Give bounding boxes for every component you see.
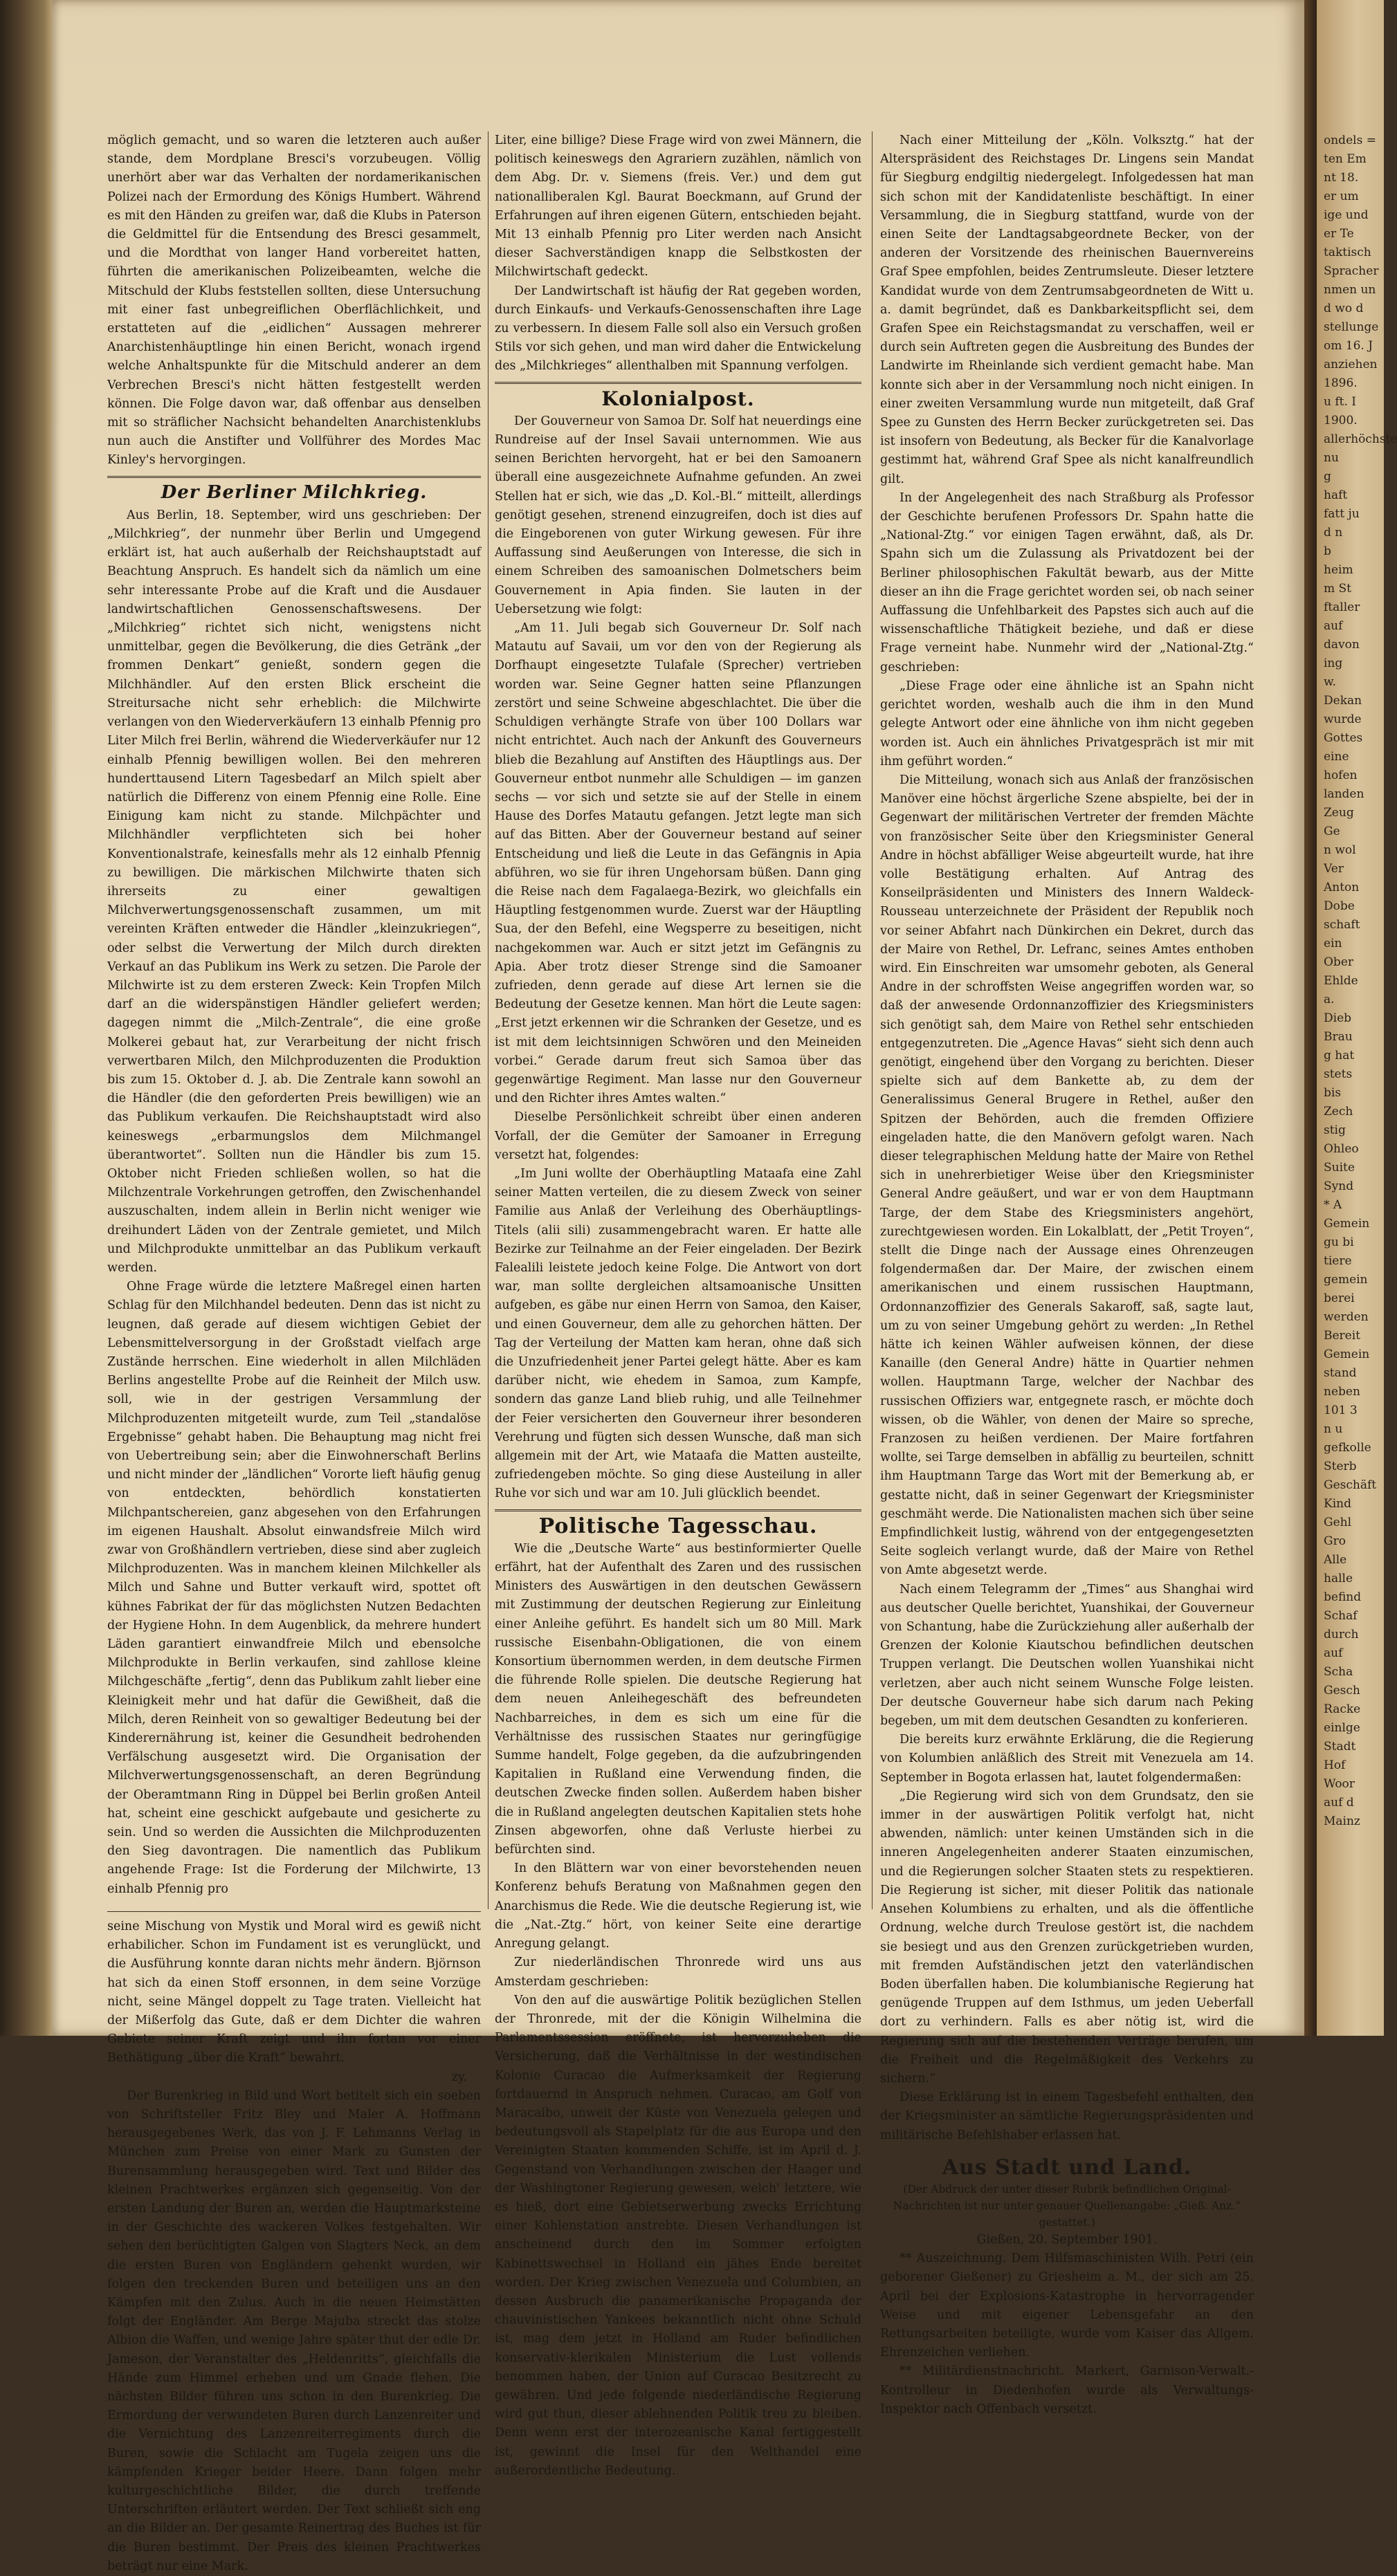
adjacent-page-fragment — [1317, 0, 1397, 2036]
adjacent-page-fragment-line: nmen un — [1324, 283, 1376, 297]
adjacent-page-fragment-line: er um — [1324, 190, 1359, 203]
adjacent-page-fragment-line: Ohleo — [1324, 1142, 1359, 1156]
adjacent-page-fragment-line: Bereit — [1324, 1329, 1361, 1343]
article-text-milch-2: Ohne Frage würde die letztere Maßregel einen harten Schlag für den Milchhandel bedeuten. Denn das ist nicht zu leugnen, daß gerade auf diesem wichtigen Gebiet der Lebensmittelversorgung in der Großstadt vielfach arge Zustände herrschen. Eine wiederholt in allen Milchläden Berlins angestellte Probe auf die Reinheit der Milch usw. soll, wie in der gestrigen Versammlung der Milchproduzenten mitgeteilt wurde, zum Teil „standalöse Ergebnisse“ gehabt haben. Die Behauptung mag nicht frei von Uebertreibung sein; aber die Einwohnerschaft Berlins und nicht minder der „ländlichen“ Vororte lieft häufig genug von entdeckten, behördlich konstatierten Milchpantschereien, ganz abgesehen von den Erfahrungen im eigenen Haushalt. Absolut einwandsfreie Milch wird zwar von Großhändlern vertrieben, diese sind aber zugleich Milchproduzenten. Was in manchem kleinen Milchkeller als Milch und Sahne und Butter verkauft wird, spottet oft kühnes Fabrikat der für das möglichsten Nutzen Bedachten der Hygiene Hohn. In dem Augenblick, da mehrere hundert Läden garantiert einwandfreie Milch und ebensolche Milchprodukte in Berlin verkaufen, sind zahllose kleine Milchgeschäfte „fertig“, denn das Publikum zahlt lieber eine Kleinigkeit mehr und hat dafür die Gewißheit, daß die Milch, deren Reinheit von so gewaltiger Bedeutung bei der Kinderernährung ist, keiner die Gesundheit bedrohenden Verfälschung ausgesetzt wird. Die Organisation der Milchverwertungsgenossenschaft, an deren Begründung der Oberamtmann Ring in Düppel bei Berlin großen Anteil hat, scheint eine geschickt aufgebaute und gesicherte zu sein. Und so werden die Aussichten die Milchproduzenten den Sieg davontragen. Die namentlich das Publikum angehende Frage: Ist die Forderung der Milchwirte, 13 einhalb Pfennig pro — [107, 1280, 481, 1896]
article-text-tages-4: Von den auf die auswärtige Politik bezüglichen Stellen der Thronrede, mit der die Königin Wilhelmina die Parlamentssession eröffnete, ist hervorzuheben die Versicherung, daß die Verhältnisse in der westindischen Kolonie Curacao die Aufmerksamkeit der Regierung fortdauernd in Anspruch nehmen. Curacao, am Golf von Maracaibo, unweit der Küste von Venezuela gelegen und bedeutungsvoll als Stapelplatz für die aus Europa und den Vereinigten Staaten kommenden Schiffe, ist im April d. J. Gegenstand von Verhandlungen zwischen der Haager und der Washingtoner Regierung gewesen, welch' letztere, wie es hieß, dort eine Gebietserwerbung zwecks Errichtung einer Kohlenstation anstrebte. Diesen Verhandlungen ist anscheinend durch den im Sommer erfolgten Kabinettswechsel in Holland ein jähes Ende bereitet worden. Der Krieg zwischen Venezuela und Columbien, an dessen Ausbruch die panamerikanische Propaganda der chauvinistischen Yankees bekanntlich nicht ohne Schuld ist, mag dem jetzt in Holland am Ruder befindlichen konservativ-klerikalen Ministerium die Lust vollends benommen haben, der Union auf Curacao Besitzrecht zu gewähren. Und jede folgende niederländische Regierung wird gut thun, dieser ablehnenden Politik treu zu bleiben. Denn wenn erst der interozeanische Kanal fertiggestellt ist, gewinnt die Insel für den Welthandel eine außerordentliche Bedeutung. — [495, 1993, 861, 2478]
adjacent-page-fragment-line: Woor — [1324, 1777, 1355, 1791]
local-news-auszeichnung: ** Auszeichnung. Dem Hilfsmaschinisten Wilh. Petri (ein geborener Gießener) zu Griesheim a. M., der sich am 25. April bei der Explosions-Katastrophe in hervorragender Weise und mit eigener Lebensgefahr an den Rettungsarbeiten beteiligte, wurde vom Kaiser das Allgem. Ehrenzeichen verliehen. — [880, 2252, 1254, 2360]
adjacent-page-fragment-line: w. — [1324, 675, 1336, 689]
article-text-burenkrieg: Der Burenkrieg in Bild und Wort betitelt sich ein soeben von Schriftsteller Fritz Bley und Maler A. Hoffmann herausgegebenes Werk, das von J. F. Lehmanns Verlag in München zum Preise von einer Mark zu Gunsten der Burensammlung herausgegeben wird. Text und Bilder des kleinen Prachtwerkes ergänzen sich gegenseitig. Von der ersten Landung der Buren an, werden die Hauptmarksteine in der Geschichte des wackeren Volkes festgehalten. Wir sehen den berüchtigten Galgen von Slagters Neck, an dem die ersten Buren von Engländern gehenkt wurden, wir folgen den treckenden Buren und beteiligen uns an den Kämpfen mit den Zulus. Auch in die neuen Heimstätten folgt der Engländer. Am Berge Majuba streckt das stolze Albion die Waffen, und wenige Jahre später thut der edle Dr. Jameson, der Veranstalter des „Heldenritts“, gleichfalls die Hände zum Himmel erheben und um Gnade flehen. Die nächsten Bilder führen uns schon in den Burenkrieg. Die Ermordung der verwundeten Buren durch Lanzenreiter und die Vernichtung des Lanzenreiterregiments durch die Buren, sowie die Schlacht am Tugela zeigen uns die kämpfenden Krieger beider Heere. Dann folgen mehr kulturgeschichtliche Bilder, die durch treffende Unterschriften erläutert werden. Der Text schließt sich eng an die Bilder an. Der gesamte Reinertrag des Buches ist für die Buren bestimmt. Der Preis des kleinen Prachtwerkes beträgt nur eine Mark. — [107, 2088, 481, 2573]
adjacent-page-fragment-line: stets — [1324, 1067, 1353, 1081]
heading-tagesschau: Politische Tagesschau. — [538, 1514, 818, 1538]
adjacent-page-fragment-line: * A — [1324, 1198, 1342, 1212]
adjacent-page-fragment-line: davon — [1324, 638, 1360, 652]
adjacent-page-fragment-line: Spracher — [1324, 264, 1379, 278]
adjacent-page-fragment-line: Sterb — [1324, 1460, 1357, 1473]
adjacent-page-fragment-line: ige und — [1324, 208, 1369, 222]
adjacent-page-fragment-line: gu bi — [1324, 1235, 1354, 1249]
adjacent-page-fragment-line: Gehl — [1324, 1516, 1352, 1529]
adjacent-page-fragment-line: Gottes — [1324, 731, 1363, 745]
adjacent-page-fragment-line: 1896. — [1324, 376, 1358, 390]
dateline: Gießen, 20. September 1901. — [976, 2232, 1158, 2247]
adjacent-page-fragment-line: stand — [1324, 1366, 1357, 1380]
adjacent-page-fragment-line: wurde — [1324, 712, 1362, 726]
adjacent-page-fragment-line: Stadt — [1324, 1740, 1356, 1754]
article-text-anarchists: möglich gemacht, und so waren die letzteren auch außer stande, dem Mordplane Bresci's vorzubeugen. Völlig unerhört aber war das Verhalten der nordamerikanischen Polizei nach der Ermordung des Königs Humbert. Während es mit den Händen zu greifen war, daß die Klubs in Paterson die Geldmittel für die Entsendung des Bresci gesammelt, und die Mordthat von langer Hand vorbereitet hatten, führten die amerikanischen Polizeibeamten, welche die Mitschuld der Klubs feststellen sollten, diese Untersuchung mit einer fast unbegreiflichen Oberflächlichkeit, und erstatteten auf die „eidlichen“ Aussagen mehrerer Anarchistenhäuptlinge hin einen Bericht, wonach irgend welche Anhaltspunkte für die Mitschuld anderer an dem Verbrechen Bresci's nicht hätten festgestellt werden können. Die Folge davon war, daß offenbar aus denselben mit so sträflicher Nachsicht behandelten Anarchistenklubs nun auch die Anstifter und Vollführer des Mordes Mac Kinley's hervorgingen. — [107, 134, 481, 468]
adjacent-page-fragment-line: Ge — [1324, 825, 1340, 838]
adjacent-page-fragment-line: n u — [1324, 1422, 1343, 1436]
divider — [880, 2151, 1254, 2153]
adjacent-page-fragment-line: d wo d — [1324, 302, 1364, 315]
adjacent-page-fragment-line: Anton — [1324, 881, 1360, 894]
adjacent-page-fragment-line: m St — [1324, 582, 1352, 596]
adjacent-page-fragment-line: auf — [1324, 619, 1343, 633]
local-news-militaer: ** Militärdienstnachricht. Markert, Garnison-Verwalt.-Kontrolleur in Diedenhofen wurde als Verwaltungs-Inspektor nach Offenbach versetzt. — [880, 2364, 1254, 2416]
article-text-spahn-quote: „Diese Frage oder eine ähnliche ist an Spahn nicht gerichtet worden, weshalb auch die ihm in den Mund gelegte Antwort oder eine ähnliche von ihm nicht gegeben worden ist. Auch ein ähnliches Privatgespräch ist mir mit ihm geführt worden.“ — [880, 679, 1254, 769]
adjacent-page-fragment-line: ftaller — [1324, 600, 1360, 614]
adjacent-page-fragment-line: Zeug — [1324, 806, 1354, 820]
divider — [495, 382, 861, 384]
column-2 — [495, 131, 861, 2481]
adjacent-page-fragment-line: Gemein — [1324, 1347, 1370, 1361]
adjacent-page-fragment-line: durch — [1324, 1628, 1359, 1641]
author-signature: zy. — [451, 2070, 467, 2084]
article-text-kolonial-2: „Am 11. Juli begab sich Gouverneur Dr. Solf nach Matautu auf Savaii, um vor den von der Regierung als Dorfhaupt eingesetzte Tulafale (Sprecher) vertrieben worden war. Seine Gegner hatten seine Pflanzungen zerstört und seine Schweine abgeschlachtet. Die über die Schuldigen verhängte Strafe von über 100 Dollars war nicht entrichtet. Auch nach der Ankunft des Gouverneurs blieb die Bezahlung auf Anstiften des Häuptlings aus. Der Gouverneur entbot nunmehr alle Schuldigen — im ganzen sechs — vor sich und setzte sie auf der Stelle in einem Hause des Dorfes Matautu gefangen. Jetzt legte man sich auf das Bitten. Aber der Gouverneur bestand auf seiner Entscheidung und ließ die Leute in das Gefängnis in Apia abführen, wo sie für ihren Ungehorsam büßen. Dann ging die Reise nach dem Fagalaega-Bezirk, wo gleichfalls ein Häuptling festgenommen wurde. Zuerst war der Häuptling Sua, der den Befehl, eine Wegsperre zu beseitigen, nicht nachgekommen war. Auch er sitzt jetzt im Gefängnis zu Apia. Aber trotz dieser Strenge sind die Samoaner zufrieden, denn gerade auf diese Art lernen sie die Bedeutung der Gesetze kennen. Man hört die Leute sagen: „Erst jetzt erkennen wir die Schranken der Gesetze, und es ist mit dem leichtsinnigen Schwören und den Meineiden vorbei.“ Gerade darum freut sich Samoa über das gegenwärtige Regiment. Man lasse nur den Gouverneur und den Richter ihres Amtes walten.“ — [495, 621, 861, 1106]
adjacent-page-fragment-line: Zech — [1324, 1105, 1353, 1119]
adjacent-page-fragment-line: fatt ju — [1324, 507, 1360, 521]
adjacent-page-fragment-line: nu — [1324, 451, 1339, 465]
article-text-tages-1: Wie die „Deutsche Warte“ aus bestinformierter Quelle erfährt, hat der Aufenthalt des Zaren und des russischen Ministers des Auswärtigen in den deutschen Gewässern mit Zustimmung der deutschen Regierung zur Einleitung einer Anleihe geführt. Es handelt sich um 80 Mill. Mark russische Eisenbahn-Obligationen, die von einem Konsortium übernommen werden, in dem deutsche Firmen die führende Rolle spielen. Die deutsche Regierung hat dem neuen Anleihegeschäft des befreundeten Nachbarreiches, in dem es sich um eine für die Verhältnisse des russischen Staates nur geringfügige Summe handelt, Folge gegeben, da die aufzubringenden Kapitalien in Rußland eine Verwendung finden, die deutschen Zwecke finden sollen. Außerdem haben bisher die in Rußland angelegten deutschen Kapitalien stets hohe Zinsen abgeworfen, ohne daß Verluste hierbei zu befürchten sind. — [495, 1541, 861, 1857]
adjacent-page-fragment-line: Ehlde — [1324, 974, 1358, 988]
heading-milchkrieg: Der Berliner Milchkrieg. — [161, 481, 428, 503]
book-binding-gutter — [1304, 0, 1317, 2036]
adjacent-page-fragment-line: b — [1324, 544, 1331, 558]
article-text-tagesbefehl: Diese Erklärung ist in einem Tagesbefehl enthalten, den der Kriegsminister an sämtliche Regierungspräsidenten und militärische Befehlshaber erlassen hat. — [880, 2090, 1254, 2142]
article-text-milch-4: Der Landwirtschaft ist häufig der Rat gegeben worden, durch Einkaufs- und Verkaufs-Genossenschaften ihre Lage zu verbessern. In diesem Falle soll also ein Versuch großen Stils vor sich gehen, und man wird daher die Entwickelung des „Milchkrieges“ allenthalben mit Spannung verfolgen. — [495, 284, 861, 374]
adjacent-page-fragment-line: bis — [1324, 1086, 1342, 1100]
adjacent-page-fragment-line: ondels = — [1324, 134, 1376, 147]
adjacent-page-fragment-line: Scha — [1324, 1665, 1353, 1679]
adjacent-page-fragment-line: g hat — [1324, 1049, 1355, 1062]
adjacent-page-fragment-line: landen — [1324, 787, 1364, 801]
adjacent-page-fragment-line: auf d — [1324, 1796, 1354, 1810]
article-text-rethel: Die Mitteilung, wonach sich aus Anlaß der französischen Manöver eine höchst ärgerliche Szene abspielte, bei der in Gegenwart der militärischen Vertreter der fremden Mächte von französischer Seite über den Kriegsminister General Andre in höchst abfälliger Weise abgeurteilt wurde, hat ihre volle Bestätigung erhalten. Auf Antrag des Konseilpräsidenten und Ministers des Innern Waldeck-Rousseau unterzeichnete der Präsident der Republik noch vor seiner Abfahrt nach Dünkirchen ein Dekret, durch das der Maire von Rethel, Dr. Lefranc, seines Amtes enthoben wird. Ein Einschreiten war umsomehr geboten, als General Andre in der schroffsten Weise angegriffen worden war, so daß der anwesende Ordonnanzoffizier des Kriegsministers sich genötigt sah, dem Maire von Rethel sehr entschieden entgegenzutreten. Die „Agence Havas“ sieht sich denn auch genötigt, eingehend über den Vorgang zu berichten. Dieser spielte sich auf dem Bankette ab, zu dem der Generalissimus General Brugere in Rethel, außer den Spitzen der Behörden, auch die fremden Offiziere eingeladen hatte, die den Manövern gefolgt waren. Nach dieser telegraphischen Meldung hatte der Maire von Rethel sich in unehrerbietiger Weise über den Kriegsminister General Andre geäußert, und war er von dem Hauptmann Targe, der dem Stabe des Kriegsministers angehört, zurechtgewiesen worden. Ein Lokalblatt, der „Petit Troyen“, stellt die Dinge nach der Aussage eines Ohrenzeugen folgendermaßen dar. Der Maire, der zwischen einem amerikanischen und einem russischen Hauptmann, Ordonnanzoffizier des Generals Sakaroff, saß, sagte laut, um zu von seiner Umgebung gehört zu werden: „In Rethel hätte ich keinen Wähler aufweisen können, der diese Kanaille (den General Andre) hätte in Quartier nehmen wollen. Hauptmann Targe, welcher der Nachbar des russischen Offiziers war, entgegnete rasch, er möchte doch wissen, ob die Wähler, von denen der Maire so spreche, Franzosen zu heißen verdienen. Der Maire fortfahren wollte, sei Targe demselben in abfällig zu beurteilen, schnitt ihm Hauptmann Targe das Wort mit der Bemerkung ab, er gestatte nicht, daß in seiner Gegenwart der Kriegsminister geschmäht werde. Die Nationalisten machen sich über seine Empfindlichkeit lustig, während von der entgegengesetzten Seite sogleich verlangt wurde, daß der Maire von Rethel von Amte abgesetzt werde. — [880, 773, 1254, 1578]
adjacent-page-fragment-line: g — [1324, 470, 1331, 484]
adjacent-page-fragment-line: Synd — [1324, 1179, 1354, 1193]
adjacent-page-fragment-line: berei — [1324, 1291, 1355, 1305]
adjacent-page-fragment-line: ing — [1324, 656, 1343, 670]
adjacent-page-fragment-line: nt 18. — [1324, 171, 1359, 185]
article-text-siegburg: Nach einer Mitteilung der „Köln. Volksztg.“ hat der Alterspräsident des Reichstages Dr. Lingens sein Mandat für Siegburg endgiltig niedergelegt. Infolgedessen hat man sich schon mit der Kandidatenliste beschäftigt. In einer Versammlung, die in Siegburg stattfand, wurde von der einen Seite der Landtagsabgeordnete Becker, von der anderen der Vorsitzende des rheinischen Bauernvereins Graf Spee empfohlen, beides Zentrumsleute. Dieser letztere Kandidat wurde von dem Zentrumsabgeordneten de Witt u. a. damit begründet, daß es Dankbarkeitspflicht sei, dem Grafen Spee ein Reichstagsmandat zu verschaffen, weil er durch sein Auftreten gegen die Ausbreitung des Bundes der Landwirte im Rheinlande sich verdient gemacht habe. Man konnte sich aber in der Versammlung noch nicht einigen. In einer zweiten Versammlung wurde nun mitgeteilt, daß Graf Spee zu Gunsten des Herrn Becker zurückgetreten sei. Das ist insofern von Bedeutung, als Becker für die Kanalvorlage gestimmt hat, während Graf Spee als nicht kanalfreundlich gilt. — [880, 134, 1254, 486]
adjacent-page-fragment-line: auf — [1324, 1646, 1343, 1660]
adjacent-page-fragment-line: gemein — [1324, 1273, 1368, 1287]
divider — [495, 1509, 861, 1511]
article-text-tages-2: In den Blättern war von einer bevorstehenden neuen Konferenz behufs Beratung von Maßnahmen gegen den Anarchismus die Rede. Wie die deutsche Regierung ist, wie die „Nat.-Ztg.“ hört, von keiner Seite eine derartige Anregung gelangt. — [495, 1861, 861, 1951]
adjacent-page-fragment-line: ein — [1324, 937, 1342, 950]
divider — [107, 1911, 481, 1912]
reprint-note: (Der Abdruck der unter dieser Rubrik befindlichen Original-Nachrichten ist nur unter genauer Quellenangabe: „Gieß. Anz.“ gestattet.) — [893, 2182, 1241, 2229]
article-text-kolonial-3: Dieselbe Persönlichkeit schreibt über einen anderen Vorfall, der die Gemüter der Samoaner in Erregung versetzt hat, folgendes: — [495, 1110, 861, 1162]
adjacent-page-fragment-line: a. — [1324, 993, 1335, 1006]
adjacent-page-fragment-line: d n — [1324, 526, 1343, 540]
adjacent-page-fragment-line: Kind — [1324, 1497, 1351, 1511]
article-text-milch-3: Liter, eine billige? Diese Frage wird von zwei Männern, die politisch keineswegs den Agrariern zuzählen, nämlich von dem Abg. Dr. v. Siemens (freis. Ver.) und dem gut nationalliberalen Kgl. Baurat Boeckmann, auf Grund der Erfahrungen auf ihren eigenen Gütern, entschieden bejaht. Mit 13 einhalb Pfennig pro Liter werden nach Ansicht dieser Sachverständigen knapp die Selbstkosten der Milchwirtschaft gedeckt. — [495, 134, 861, 279]
adjacent-page-fragment-line: Hof — [1324, 1758, 1346, 1772]
adjacent-page-fragment-line: 101 3 — [1324, 1404, 1358, 1417]
article-text-bjoernson: seine Mischung von Mystik und Moral wird es gewiß nicht erhabilicher. Schon im Fundament ist es verunglückt, und die Ausführung konnte daran nichts mehr ändern. Björnson hat sich da einen Stoff ersonnen, in dem seine Vorzüge nicht, seine Mängel doppelt zu Tage traten. Vielleicht hat der Mißerfolg das Gute, daß er dem Dichter die wahren Gebiete seiner Kraft zeigt und ihn fortan vor einer Bethätigung „über die Kraft“ bewahrt. — [107, 1919, 481, 2066]
adjacent-page-fragment-line: befind — [1324, 1590, 1362, 1604]
article-text-kolonial-4: „Im Juni wollte der Oberhäuptling Mataafa eine Zahl seiner Matten verteilen, die zu diesem Zweck von seiner Familie aus Anlaß der Verleihung des Oberhäuptlings-Titels (alii sili) zusammengebracht waren. Er hatte alle Bezirke zur Teilnahme an der Feier eingeladen. Der Bezirk Falealili leistete jedoch keine Folge. Die Antwort von dort war, man sollte dergleichen altsamoanische Unsitten aufgeben, es gäbe nur einen Herrn von Samoa, den Kaiser, und einen Gouverneur, dem alle zu gehorchen hätten. Der Tag der Verteilung der Matten kam heran, ohne daß sich die Unzufriedenheit jener Partei gelegt hätte. Aber es kam darüber nicht, wie ehedem in Samoa, zum Kampfe, sondern das ganze Land blieb ruhig, und alle Teilnehmer der Feier versicherten den Gouverneur ihrer besonderen Verehrung und fügten sich dessen Wunsche, daß man sich allgemein mit der Art, wie Mataafa die Matten austeilte, zufriedengeben möchte. So ging diese Austeilung in aller Ruhe vor sich und war am 10. Juli glücklich beendet. — [495, 1166, 861, 1501]
adjacent-page-fragment-line: om 16. J — [1324, 339, 1373, 353]
article-text-kolumbien: Die bereits kurz erwähnte Erklärung, die die Regierung von Kolumbien anläßlich des Streit mit Venezuela am 14. September in Bogota erlassen hat, lautet folgendermaßen: — [880, 1733, 1254, 1785]
adjacent-page-fragment-line: allerhöchste — [1324, 432, 1397, 446]
heading-stadt-und-land: Aus Stadt und Land. — [942, 2155, 1192, 2180]
adjacent-page-fragment-line: Gesch — [1324, 1684, 1360, 1698]
adjacent-page-fragment-line: n wol — [1324, 843, 1356, 857]
article-text-shanghai: Nach einem Telegramm der „Times“ aus Shanghai wird aus deutscher Quelle berichtet, Yuanshikai, der Gouverneur von Schantung, habe die Zurückziehung aller außerhalb der Grenzen der Kolonie Kiautschou befindlichen deutschen Truppen verlangt. Die Deutschen wollen Yuanshikai nicht verletzen, aber auch nicht seinem Wunsche Folge leisten. Der deutsche Gouverneur habe sich darum nach Peking begeben, um mit dem deutschen Gesandten zu konferieren. — [880, 1582, 1254, 1729]
adjacent-page-fragment-line: Schaf — [1324, 1609, 1358, 1623]
adjacent-page-fragment-line: taktisch — [1324, 246, 1371, 259]
column-3 — [880, 131, 1254, 2419]
adjacent-page-fragment-line: Dobe — [1324, 899, 1355, 913]
article-text-tages-3: Zur niederländischen Thronrede wird uns aus Amsterdam geschrieben: — [495, 1956, 861, 1989]
column-rule — [872, 131, 873, 1909]
adjacent-page-fragment-line: einlge — [1324, 1721, 1360, 1735]
heading-kolonialpost: Kolonialpost. — [601, 387, 755, 410]
adjacent-page-fragment-line: Racke — [1324, 1702, 1361, 1716]
adjacent-page-fragment-line: Ver — [1324, 862, 1344, 876]
column-rule — [488, 131, 489, 1909]
adjacent-page-fragment-line: neben — [1324, 1385, 1360, 1399]
adjacent-page-fragment-line: ten Em — [1324, 152, 1367, 166]
adjacent-page-fragment-line: er Te — [1324, 227, 1354, 241]
adjacent-page-fragment-line: Alle — [1324, 1553, 1347, 1567]
adjacent-page-fragment-line: eine — [1324, 750, 1349, 764]
adjacent-page-fragment-line: u ft. I — [1324, 395, 1356, 409]
adjacent-page-fragment-line: Dekan — [1324, 694, 1362, 708]
adjacent-page-fragment-line: Dieb — [1324, 1011, 1352, 1025]
adjacent-page-fragment-line: haft — [1324, 488, 1348, 502]
adjacent-page-fragment-line: hofen — [1324, 769, 1358, 782]
divider — [107, 476, 481, 478]
scan-left-edge — [0, 0, 52, 2036]
adjacent-page-fragment-line: Mainz — [1324, 1814, 1360, 1828]
adjacent-page-fragment-line: 1900. — [1324, 414, 1358, 427]
adjacent-page-fragment-line: Brau — [1324, 1030, 1353, 1044]
column-1 — [107, 131, 481, 2576]
adjacent-page-text — [1317, 0, 1397, 1831]
adjacent-page-fragment-line: Ober — [1324, 955, 1354, 969]
adjacent-page-fragment-line: anziehen — [1324, 358, 1378, 371]
adjacent-page-fragment-line: tiere — [1324, 1254, 1352, 1268]
adjacent-page-fragment-line: Gemein — [1324, 1217, 1370, 1231]
adjacent-page-fragment-line: werden — [1324, 1310, 1369, 1324]
adjacent-page-fragment-line: Suite — [1324, 1161, 1355, 1175]
article-text-kolonial-1: Der Gouverneur von Samoa Dr. Solf hat neuerdings eine Rundreise auf der Insel Savaii unternommen. Wie aus seinen Berichten hervorgeht, hat er bei den Samoanern überall eine ausgezeichnete Aufnahme gefunden. An zwei Stellen hat er sich, wie das „D. Kol.-Bl.“ mitteilt, allerdings genötigt gesehen, strenend einzugreifen, doch ist dies auf die Eingeborenen von guter Wirkung gewesen. Für ihre Auffassung sind Aeußerungen von Interesse, die sich in einem Schreiben des samoanischen Dolmetschers beim Gouvernement in Apia finden. Sie lauten in der Uebersetzung wie folgt: — [495, 414, 861, 616]
adjacent-page-fragment-line: Geschäft — [1324, 1478, 1377, 1492]
adjacent-page-fragment-line: schaft — [1324, 918, 1360, 932]
adjacent-page-fragment-line: stellunge — [1324, 320, 1379, 334]
adjacent-page-fragment-line: heim — [1324, 563, 1353, 577]
adjacent-page-fragment-line: Gro — [1324, 1534, 1346, 1548]
adjacent-page-fragment-line: stig — [1324, 1123, 1346, 1137]
article-text-milch-1: Aus Berlin, 18. September, wird uns geschrieben: Der „Milchkrieg“, der nunmehr über Berlin und Umgegend erklärt ist, hat auch außerhalb der Reichshauptstadt auf Beachtung Anspruch. Es handelt sich da nämlich um eine sehr interessante Probe auf die Kraft und die Ausdauer landwirtschaftlichen Genossenschaftswesens. Der „Milchkrieg“ richtet sich nicht, wenigstens nicht unmittelbar, gegen die Bevölkerung, die dies Getränk „der frommen Denkart“ genießt, sondern gegen die Milchhändler. Auf den ersten Blick erscheint die Streitursache nicht sehr erheblich: die Milchwirte verlangen von den Wiederverkäufern 13 einhalb Pfennig pro Liter Milch frei Berlin, während die Wiederverkäufer nur 12 einhalb Pfennig bewilligen wollen. Bei den mehreren hunderttausend Litern Tagesbedarf an Milch spielt aber natürlich die Differenz von einem Pfennig eine Rolle. Eine Einigung kam nicht zu stande. Milchpächter und Milchhändler verpflichteten sich bei hoher Konventionalstrafe, keinesfalls mehr als 12 einhalb Pfennig zu bewilligen. Die märkischen Milchwirte thaten sich ihrerseits zu einer gewaltigen Milchverwertungsgenossenschaft zusammen, um mit vereinten Kräften entweder die Händler „kleinzukriegen“, oder selbst die Verwertung der Milch durch direkten Verkauf an das Publikum ins Werk zu setzen. Die Parole der Milchwirte ist zu dem ersteren Zweck: Kein Tropfen Milch darf an die widerspänstigen Händler geliefert werden; dagegen nimmt die „Milch-Zentrale“, die eine große Molkerei gebaut hat, zur Verarbeitung der nicht frisch verwertbaren Milch, den Milchproduzenten die Produktion bis zum 15. Oktober d. J. ab. Die Zentrale kann sowohl an die Händler (die den geforderten Preis bewilligen) wie an das Publikum verkaufen. Die Reichshauptstadt wird also keineswegs „erbarmungslos dem Milchmangel überantwortet“. Sollten nun die Händler bis zum 15. Oktober nicht Frieden schließen wollen, so hat die Milchzentrale Vorkehrungen getroffen, den Zwischenhandel auszuschalten, indem allein in Berlin nicht weniger wie dreihundert Läden von der Zentrale gemietet, und Milch und Milchprodukte unmittelbar an das Publikum verkauft werden. — [107, 508, 481, 1275]
article-text-kolumbien-quote: „Die Regierung wird sich von dem Grundsatz, den sie immer in der auswärtigen Politik verfolgt hat, nicht abwenden, nämlich: unter keinen Umständen sich in die inneren Angelegenheiten anderer Staaten einzumischen, und die Regierungen solcher Staaten stets zu respektieren. Die Regierung ist sicher, mit dieser Politik das nationale Ansehen Kolumbiens zu erhalten, und als die öffentliche Ordnung, welche durch Treulose gestört ist, die nachdem sie besiegt und aus den Grenzen zurückgetrieben wurden, mit fremden Aufständischen jetzt den vaterländischen Boden überfallen haben. Die kolumbianische Regierung hat genügende Truppen auf dem Isthmus, um jeden Ueberfall dort zu verhindern. Falls es aber nötig ist, wird die Regierung sich auf die bestehenden Verträge berufen, um die Freiheit und die Regelmäßigkeit des Verkehrs zu sichern.“ — [880, 1789, 1254, 2086]
adjacent-page-fragment-line: gefkolle — [1324, 1441, 1371, 1455]
article-text-spahn: In der Angelegenheit des nach Straßburg als Professor der Geschichte berufenen Professors Dr. Spahn hatte die „National-Ztg.“ vor einigen Tagen erwähnt, daß, als Dr. Spahn sich um die Zulassung als Privatdozent bei der Berliner philosophischen Fakultät bewarb, aus der Mitte dieser an ihn die Frage gerichtet worden sei, ob nach seiner Auffassung die Unfehlbarkeit des Papstes sich auch auf die wissenschaftliche Thätigkeit beziehe, und daß er diese Frage verneint habe. Nunmehr wird der „National-Ztg.“ geschrieben: — [880, 490, 1254, 674]
adjacent-page-fragment-line: halle — [1324, 1572, 1353, 1585]
